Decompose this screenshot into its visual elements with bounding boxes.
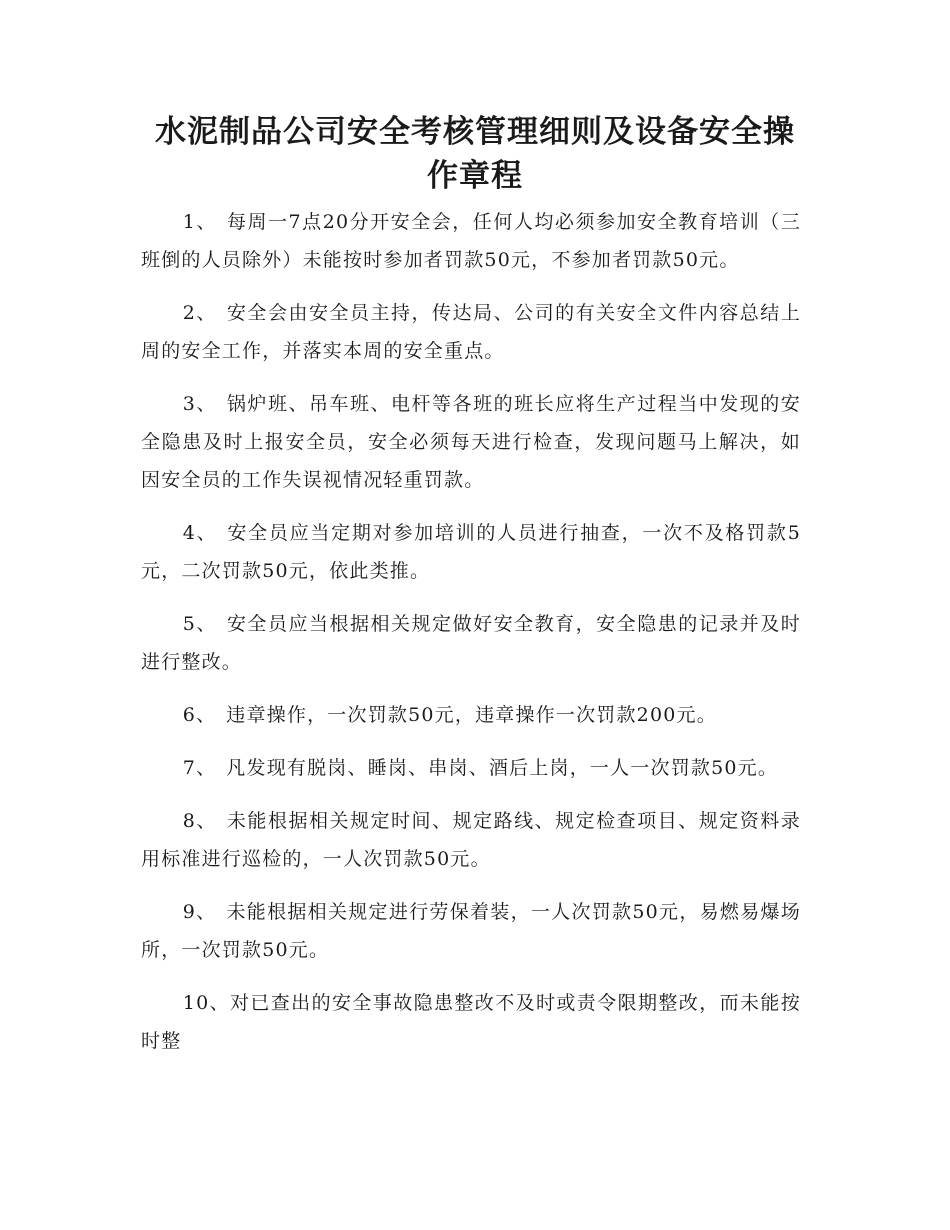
paragraph-7	[141, 749, 801, 787]
paragraph-number: 7、	[182, 757, 217, 779]
paragraph-2	[141, 294, 801, 370]
paragraph-text: 每周一7点20分开安全会，任何人均必须参加安全教育培训（三班倒的人员除外）未能按时参加者罚款50元，不参加者罚款50元。	[141, 211, 801, 271]
paragraph-4	[141, 514, 801, 590]
paragraph-text: 锅炉班、吊车班、电杆等各班的班长应将生产过程当中发现的安全隐患及时上报安全员，安全必须每天进行检查，发现问题马上解决，如因安全员的工作失误视情况轻重罚款。	[141, 393, 801, 491]
paragraph-text: 安全员应当定期对参加培训的人员进行抽查，一次不及格罚款5元，二次罚款50元，依此类推。	[141, 522, 801, 582]
paragraph-number: 9、	[182, 901, 217, 923]
paragraph-10	[141, 984, 801, 1060]
paragraph-number: 6、	[182, 704, 217, 726]
paragraph-number: 2、	[182, 302, 217, 324]
document-title: 水泥制品公司安全考核管理细则及设备安全操作章程	[155, 114, 795, 194]
paragraph-3	[141, 385, 801, 499]
paragraph-number: 8、	[182, 810, 217, 832]
paragraph-text: 安全员应当根据相关规定做好安全教育，安全隐患的记录并及时进行整改。	[141, 613, 801, 673]
paragraph-text: 未能根据相关规定进行劳保着装，一人次罚款50元，易燃易爆场所，一次罚款50元。	[141, 901, 801, 961]
paragraph-number: 10、	[182, 992, 230, 1014]
paragraph-text: 对已查出的安全事故隐患整改不及时或责令限期整改，而未能按时整	[141, 992, 801, 1052]
paragraph-text: 安全会由安全员主持，传达局、公司的有关安全文件内容总结上周的安全工作，并落实本周的安全重点。	[141, 302, 801, 362]
paragraph-9	[141, 893, 801, 969]
paragraph-6	[141, 696, 801, 734]
paragraph-number: 3、	[182, 393, 217, 415]
paragraph-5	[141, 605, 801, 681]
paragraph-1	[141, 203, 801, 279]
paragraph-number: 5、	[182, 613, 217, 635]
paragraph-text: 违章操作，一次罚款50元，违章操作一次罚款200元。	[226, 704, 717, 726]
paragraph-number: 4、	[182, 522, 218, 544]
paragraph-number: 1、	[182, 211, 217, 233]
document-body	[141, 203, 801, 1075]
paragraph-8	[141, 802, 801, 878]
paragraph-text: 未能根据相关规定时间、规定路线、规定检查项目、规定资料录用标准进行巡检的，一人次罚款50元。	[141, 810, 801, 870]
paragraph-text: 凡发现有脱岗、睡岗、串岗、酒后上岗，一人一次罚款50元。	[226, 757, 779, 779]
